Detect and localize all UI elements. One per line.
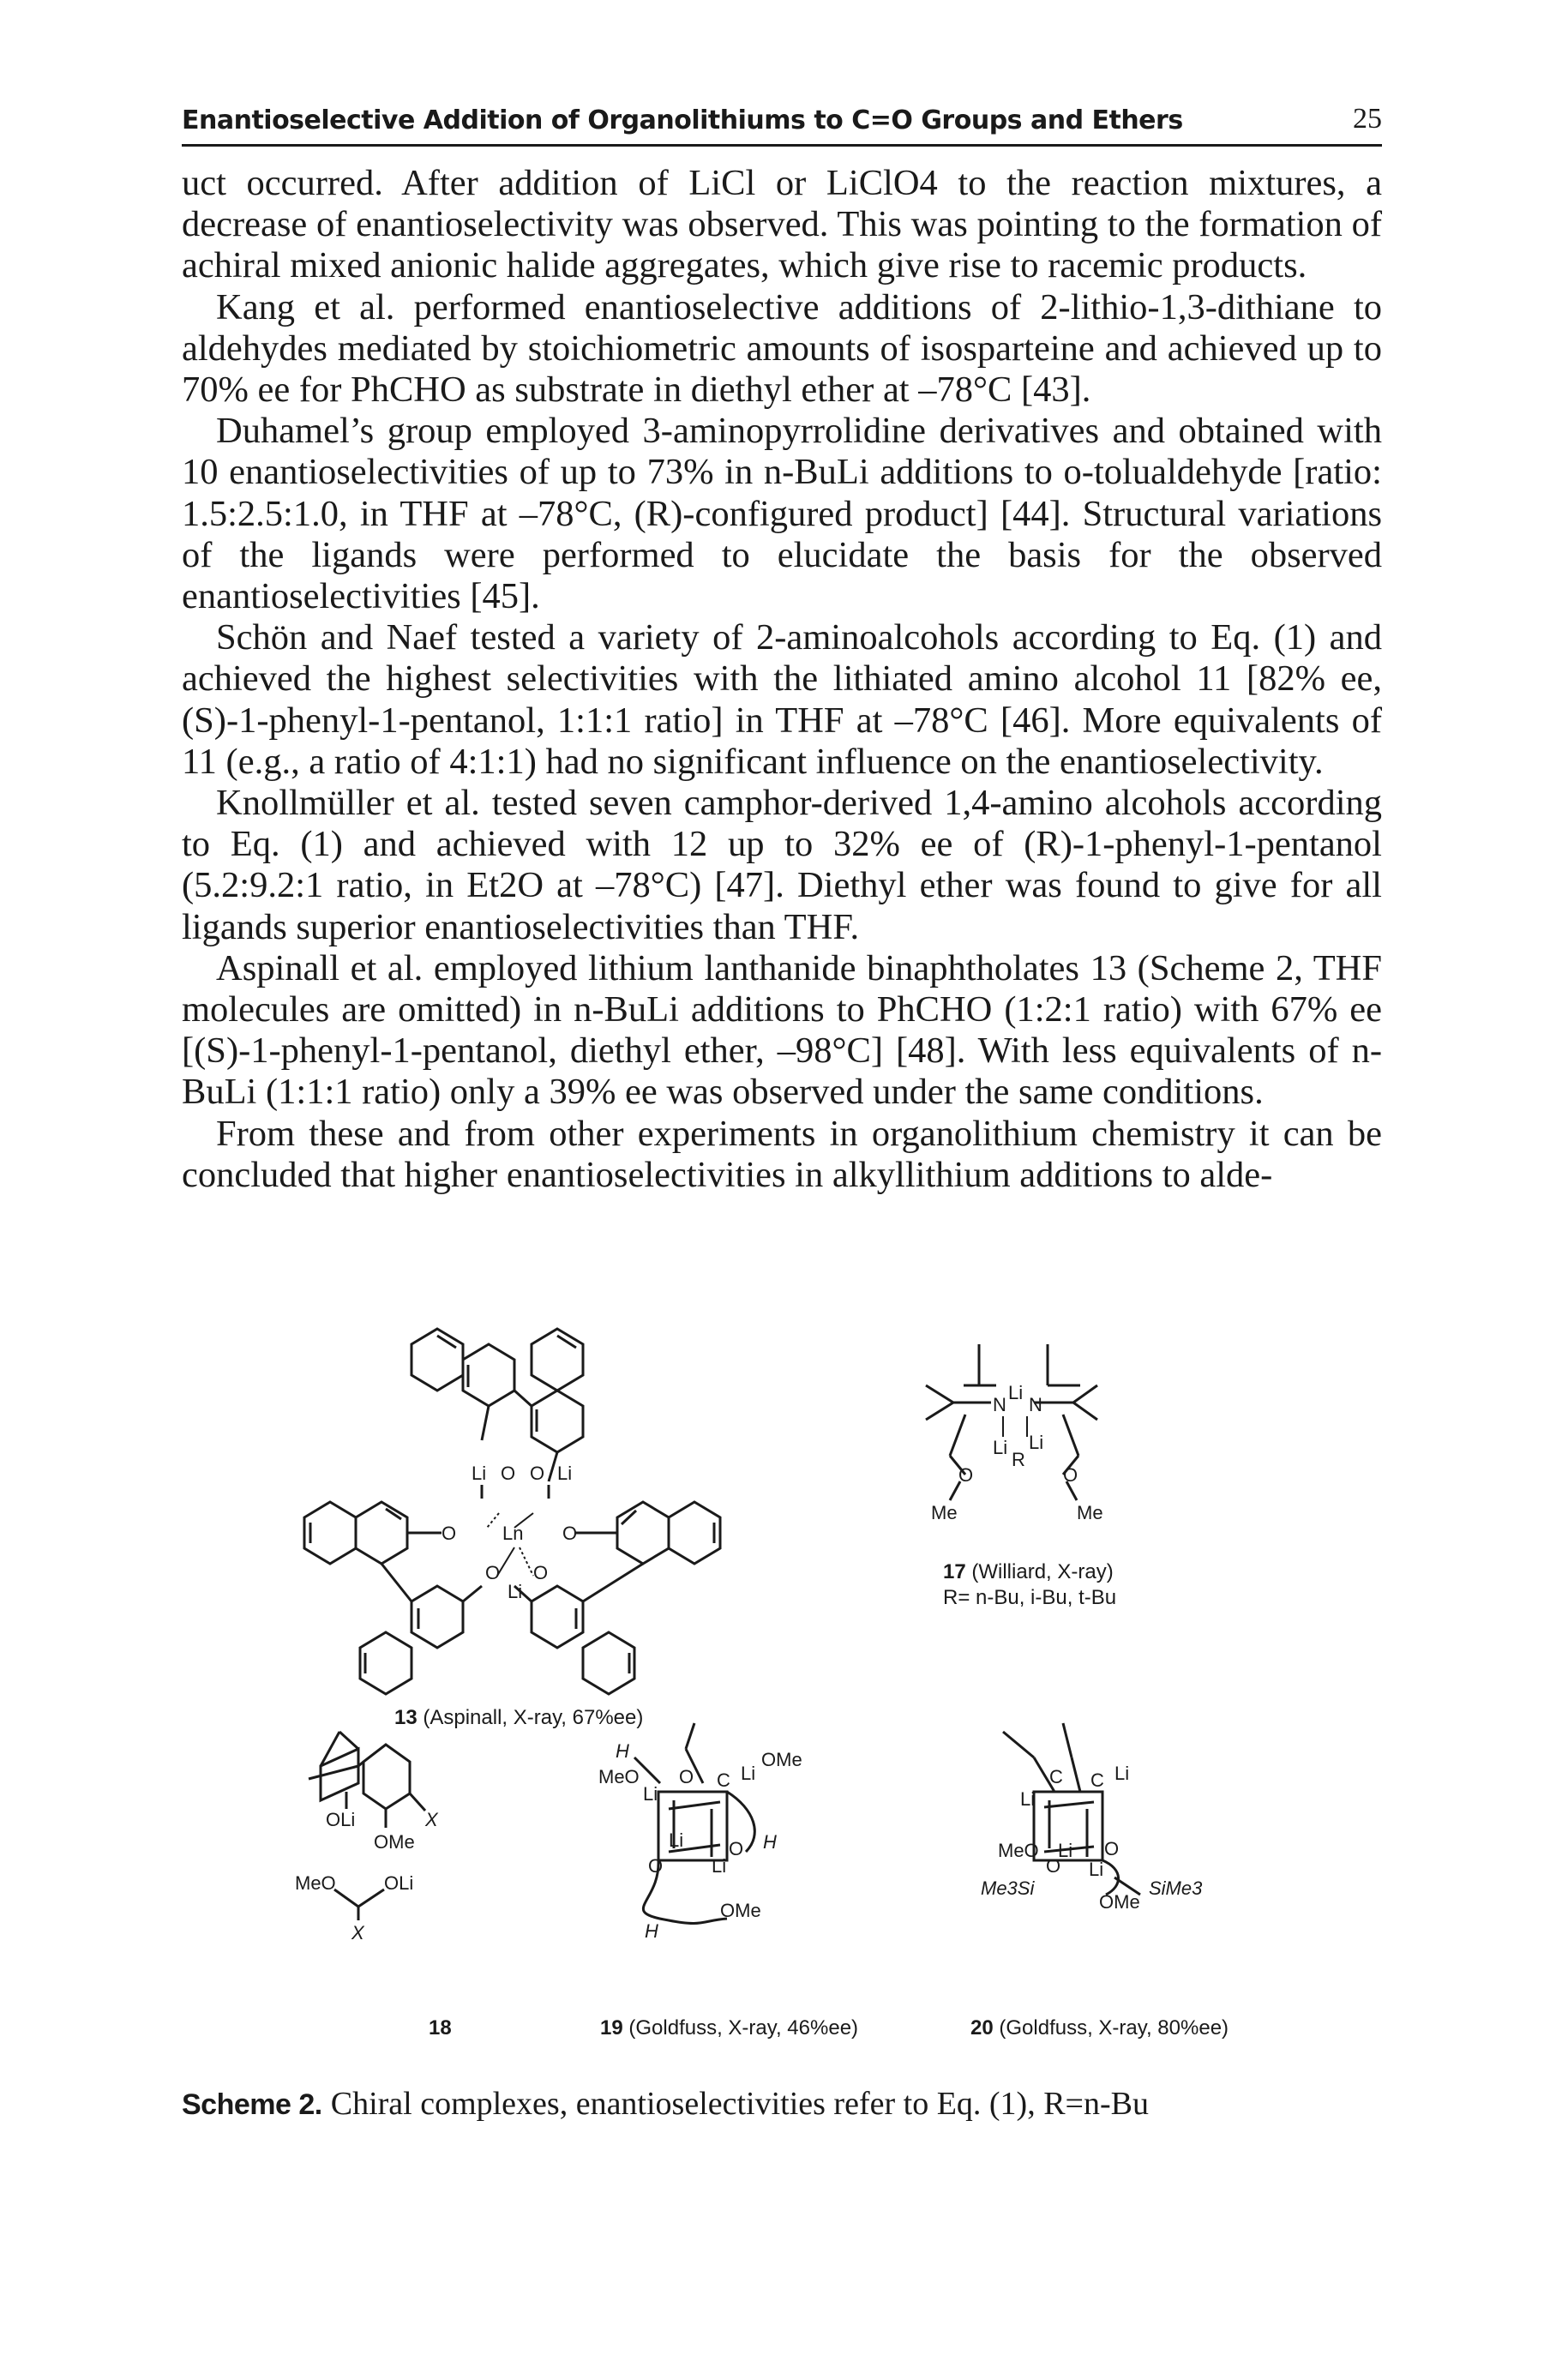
atom-label: Li <box>993 1437 1008 1458</box>
label-13: 13 (Aspinall, X-ray, 67%ee) <box>394 1706 644 1729</box>
atom-label: X <box>351 1922 364 1943</box>
atom-label: OMe <box>720 1900 761 1921</box>
page-number: 25 <box>1353 103 1382 135</box>
label-17-r: R= n-Bu, i-Bu, t-Bu <box>943 1586 1117 1609</box>
atom-label: OLi <box>326 1809 356 1830</box>
paragraph: Aspinall et al. employed lithium lanthanide binaphtholates 13 (Scheme 2, THF molecules are omitted) in n-BuLi additions to PhCHO (1:2:1 ratio) with 67% ee [(S)-1-phenyl-1-pentanol, diethyl ether, –98°C] [48]. With less equivalents of n-BuLi (1:1:1 ratio) only a 39% ee was observed under the same conditions. <box>182 947 1382 1113</box>
atom-label: OMe <box>761 1749 802 1770</box>
atom-label: Li <box>508 1581 523 1602</box>
atom-label: X <box>425 1809 438 1830</box>
atom-label: O <box>1104 1838 1120 1859</box>
paragraph: Duhamel’s group employed 3-aminopyrrolidine derivatives and obtained with 10 enantioselectivities of up to 73% in n-BuLi additions to o-tolualdehyde [ratio: 1.5:2.5:1.0, in THF at –78°C, (R)-configured product] [44]. Structural variations of the ligands were performed to elucidate the basis for the observed enantioselectivities [45]. <box>182 411 1382 617</box>
atom-label: Li <box>472 1463 487 1484</box>
atom-label: O <box>533 1562 549 1583</box>
atom-label: O <box>729 1838 744 1859</box>
caption-label: Scheme 2. <box>182 2088 322 2121</box>
atom-label: SiMe3 <box>1149 1877 1203 1899</box>
atom-label: Me <box>1077 1502 1103 1523</box>
caption-text: Chiral complexes, enantioselectivities refer to Eq. (1), R=n-Bu <box>330 2086 1149 2122</box>
atom-label: MeO <box>598 1766 640 1787</box>
atom-label: Li <box>1089 1859 1104 1880</box>
structure-18 <box>295 1732 439 1943</box>
scheme-caption <box>182 2085 1382 2123</box>
atom-label: MeO <box>998 1840 1039 1861</box>
running-header <box>182 93 1382 147</box>
atom-label: C <box>1090 1769 1104 1791</box>
atom-label: Li <box>1114 1763 1130 1784</box>
body-text <box>182 163 1382 1196</box>
atom-label: Li <box>1008 1382 1024 1403</box>
atom-label: O <box>501 1463 516 1484</box>
atom-label: OMe <box>1099 1891 1140 1913</box>
atom-label: Li <box>1058 1840 1073 1861</box>
structure-19 <box>598 1723 802 1942</box>
paragraph: Knollmüller et al. tested seven camphor-derived 1,4-amino alcohols according to Eq. (1) and achieved with 12 up to 32% ee of (R)-1-phenyl-1-pentanol (5.2:9.2:1 ratio, in Et2O at –78°C) [47]. Diethyl ether was found to give for all ligands superior enantioselectivities than THF. <box>182 783 1382 947</box>
atom-label: Li <box>669 1829 684 1851</box>
structure-17 <box>926 1344 1103 1523</box>
atom-label: H <box>763 1831 777 1853</box>
atom-label: Li <box>741 1763 756 1784</box>
chemical-structures <box>257 1303 1355 2075</box>
atom-label: Li <box>712 1855 727 1877</box>
paragraph: uct occurred. After addition of LiCl or LiClO4 to the reaction mixtures, a decrease of enantioselectivity was observed. This was pointing to the formation of achiral mixed anionic halide aggregates, which give rise to racemic products. <box>182 163 1382 286</box>
atom-label: Li <box>643 1783 658 1805</box>
atom-label: N <box>1029 1394 1042 1415</box>
structure-20 <box>981 1723 1203 1913</box>
atom-label: O <box>679 1766 694 1787</box>
atom-label: Me <box>931 1502 958 1523</box>
atom-label: Li <box>1020 1788 1036 1810</box>
label-17: 17 (Williard, X-ray) <box>943 1560 1114 1583</box>
atom-label: OLi <box>384 1872 414 1894</box>
atom-label: H <box>616 1740 629 1762</box>
paragraph: Kang et al. performed enantioselective additions of 2-lithio-1,3-dithiane to aldehydes mediated by stoichiometric amounts of isosparteine and achieved up to 70% ee for PhCHO as substrate in diethyl ether at –78°C [43]. <box>182 286 1382 411</box>
atom-label: Ln <box>502 1523 524 1544</box>
atom-label: O <box>485 1562 501 1583</box>
atom-label: MeO <box>295 1872 336 1894</box>
scheme-2-figure <box>257 1303 1355 2075</box>
atom-label: O <box>1063 1464 1078 1486</box>
atom-label: O <box>530 1463 545 1484</box>
atom-label: H <box>645 1920 658 1942</box>
atom-label: O <box>1046 1855 1061 1877</box>
atom-label: O <box>958 1464 974 1486</box>
atom-label: Li <box>557 1463 573 1484</box>
running-title: Enantioselective Addition of Organolithiums to C=O Groups and Ethers <box>182 105 1183 135</box>
label-18: 18 <box>429 2016 452 2040</box>
atom-label: N <box>993 1394 1006 1415</box>
label-20: 20 (Goldfuss, X-ray, 80%ee) <box>970 2016 1229 2040</box>
atom-label: C <box>1049 1766 1063 1787</box>
atom-label: R <box>1012 1449 1025 1470</box>
paragraph: From these and from other experiments in organolithium chemistry it can be concluded that higher enantioselectivities in alkyllithium additions to alde- <box>182 1113 1382 1195</box>
atom-label: O <box>562 1523 578 1544</box>
label-19: 19 (Goldfuss, X-ray, 46%ee) <box>600 2016 859 2040</box>
atom-label: OMe <box>374 1831 415 1853</box>
structure-13 <box>304 1329 720 1694</box>
atom-label: C <box>717 1769 730 1791</box>
paragraph: Schön and Naef tested a variety of 2-aminoalcohols according to Eq. (1) and achieved the highest selectivities with the lithiated amino alcohol 11 [82% ee, (S)-1-phenyl-1-pentanol, 1:1:1 ratio] in THF at –78°C [46]. More equivalents of 11 (e.g., a ratio of 4:1:1) had no significant influence on the enantioselectivity. <box>182 617 1382 782</box>
atom-label: Me3Si <box>981 1877 1035 1899</box>
atom-label: O <box>648 1855 664 1877</box>
atom-label: Li <box>1029 1432 1044 1453</box>
atom-label: O <box>442 1523 457 1544</box>
